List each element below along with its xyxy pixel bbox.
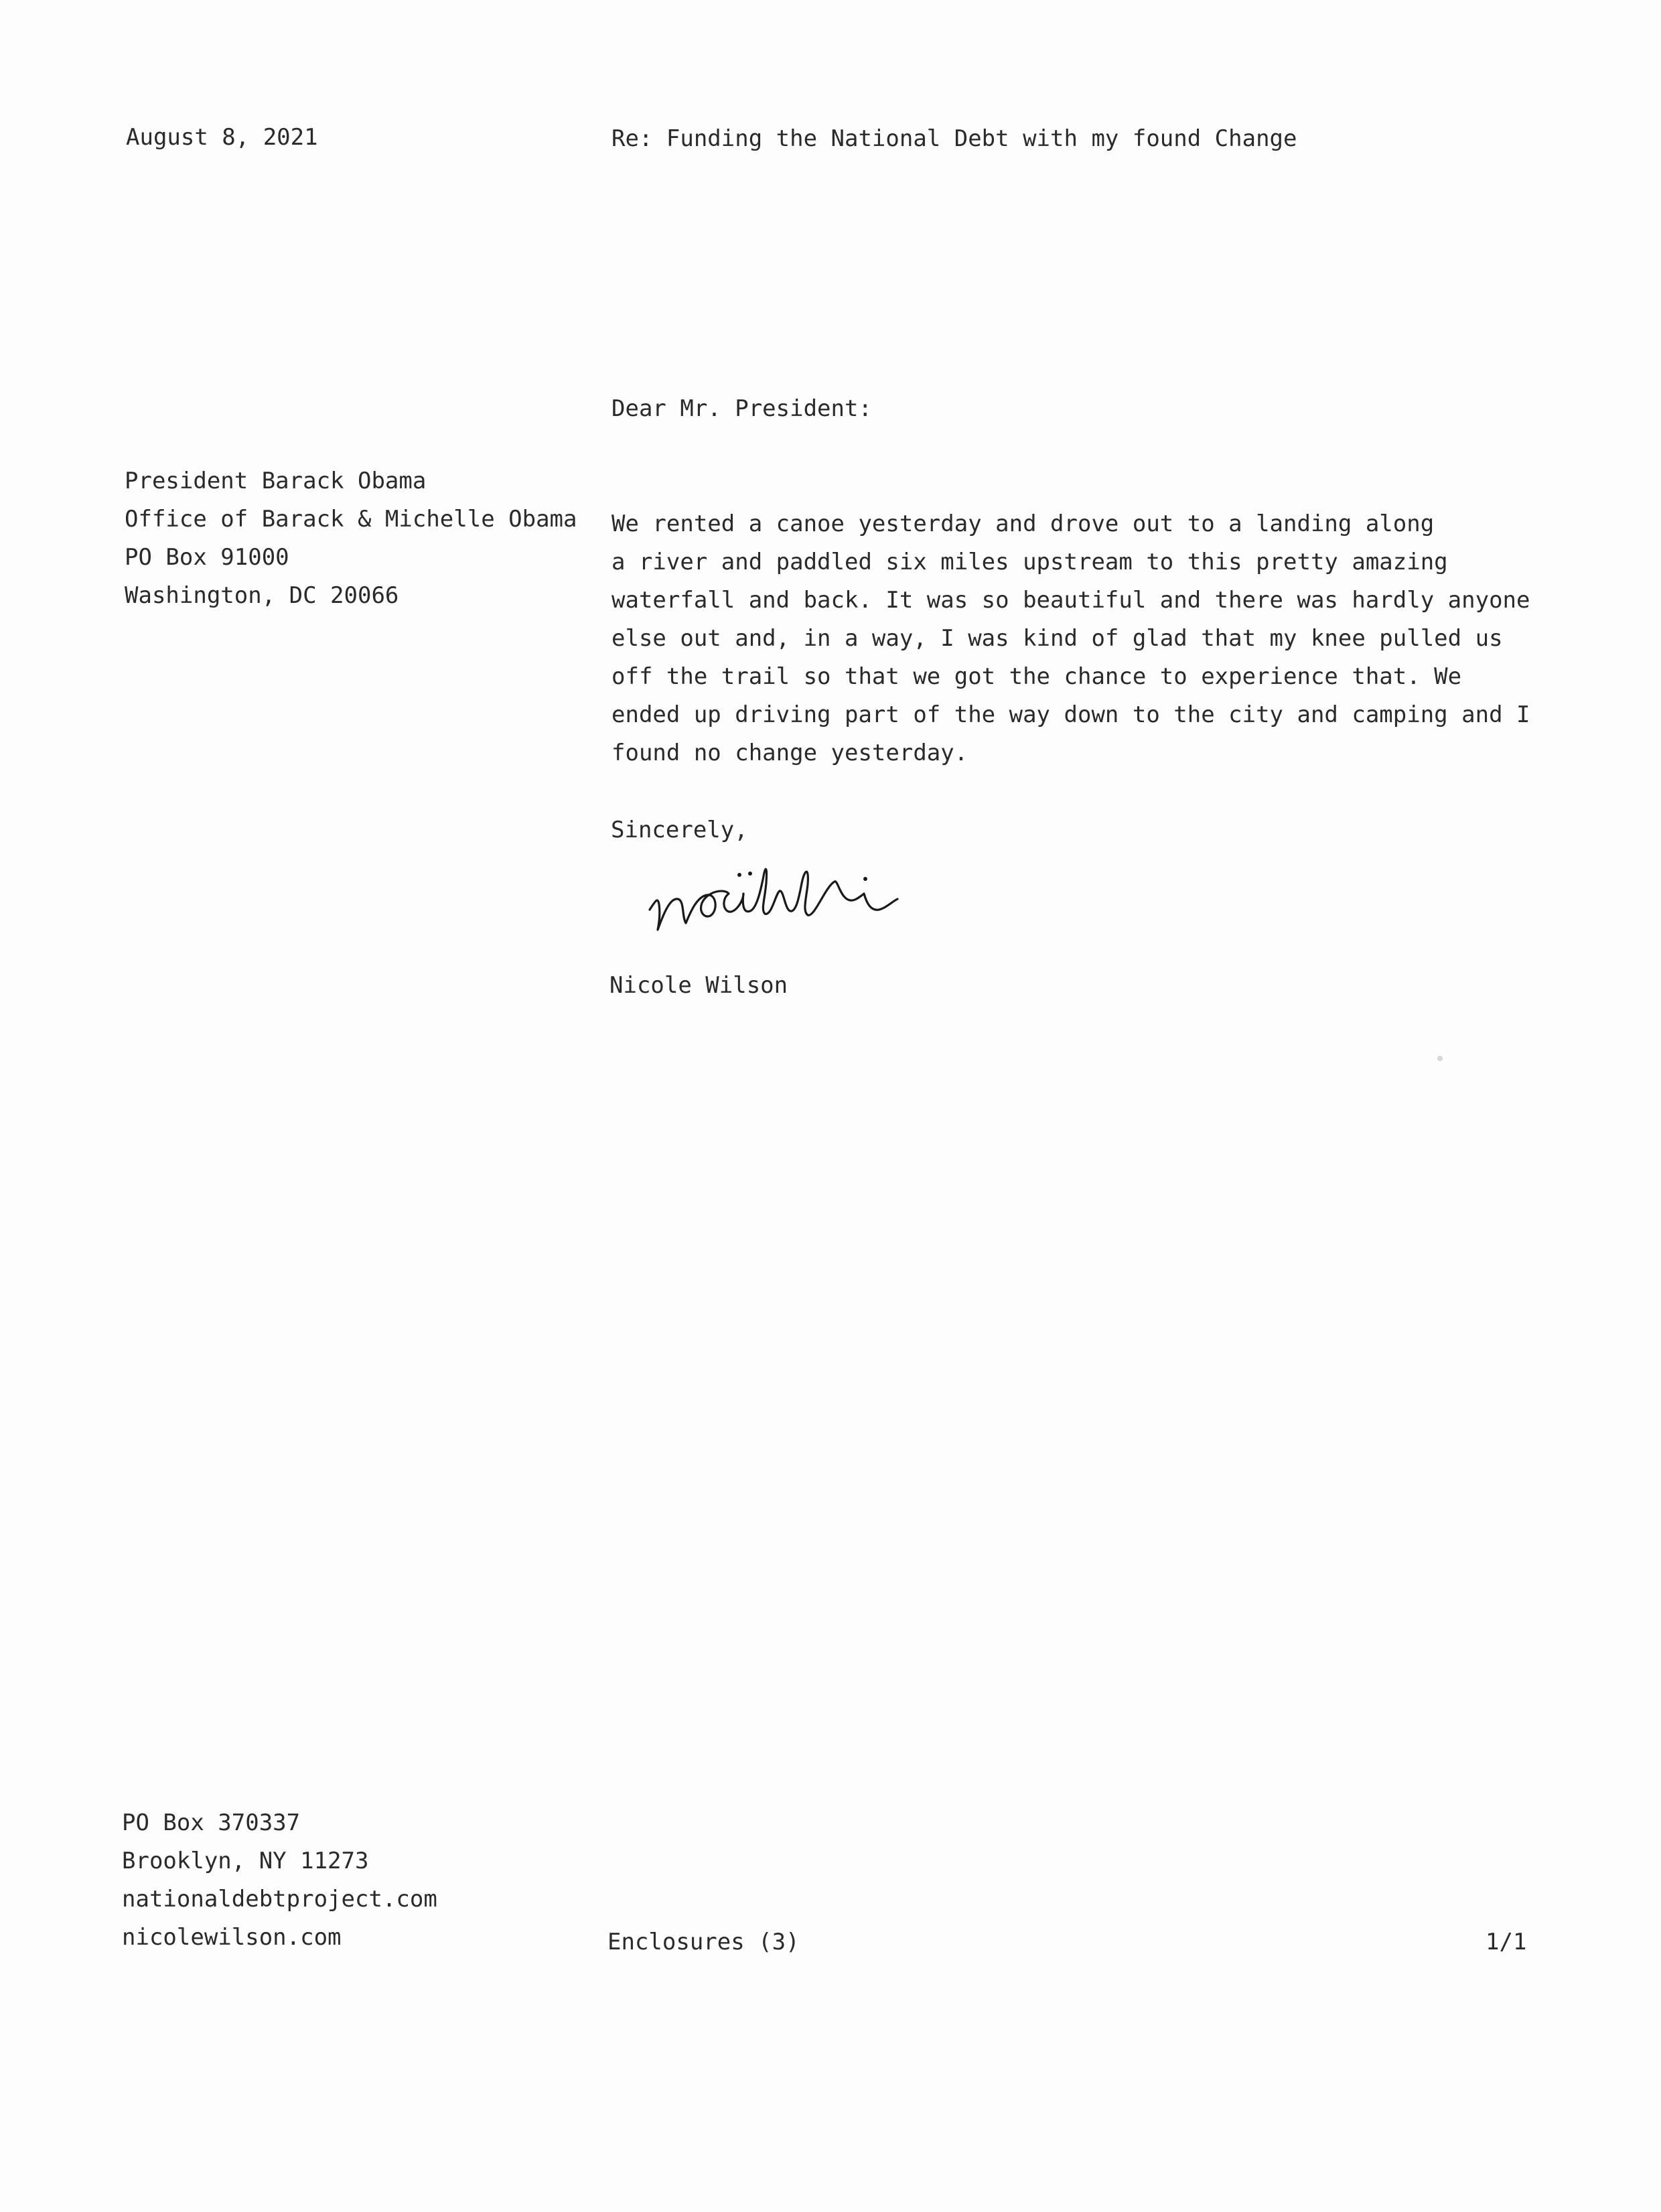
closing: Sincerely,: [611, 817, 748, 843]
sender-line: PO Box 370337: [122, 1809, 301, 1836]
recipient-line: Washington, DC 20066: [125, 582, 399, 609]
body-line: found no change yesterday.: [611, 740, 968, 766]
salutation: Dear Mr. President:: [611, 395, 872, 422]
signer-name: Nicole Wilson: [609, 972, 788, 999]
paper-speck: [1437, 1056, 1443, 1061]
recipient-address: [125, 462, 577, 615]
page-number: 1/1: [1486, 1929, 1527, 1955]
recipient-line: Office of Barack & Michelle Obama: [125, 506, 577, 533]
sender-line: Brooklyn, NY 11273: [122, 1848, 369, 1874]
body-line: ended up driving part of the way down to the city and camping and I: [611, 701, 1530, 728]
recipient-line: PO Box 91000: [125, 544, 289, 571]
letter-body: [611, 505, 1530, 772]
sender-website-link: nicolewilson.com: [122, 1924, 342, 1951]
recipient-line: President Barack Obama: [125, 468, 427, 494]
body-line: else out and, in a way, I was kind of glad that my knee pulled us: [611, 625, 1503, 652]
enclosures-note: Enclosures (3): [607, 1929, 800, 1955]
body-line: a river and paddled six miles upstream to this pretty amazing: [611, 549, 1448, 575]
handwritten-signature: [643, 849, 991, 947]
sender-address: [122, 1804, 437, 1957]
body-line: We rented a canoe yesterday and drove out to a landing along: [611, 510, 1435, 537]
body-line: waterfall and back. It was so beautiful and there was hardly anyone: [611, 587, 1530, 614]
body-line: off the trail so that we got the chance to experience that. We: [611, 663, 1462, 690]
sender-website-link: nationaldebtproject.com: [122, 1886, 437, 1913]
letter-date: August 8, 2021: [126, 124, 318, 151]
letter-subject: Re: Funding the National Debt with my found Change: [611, 125, 1297, 152]
